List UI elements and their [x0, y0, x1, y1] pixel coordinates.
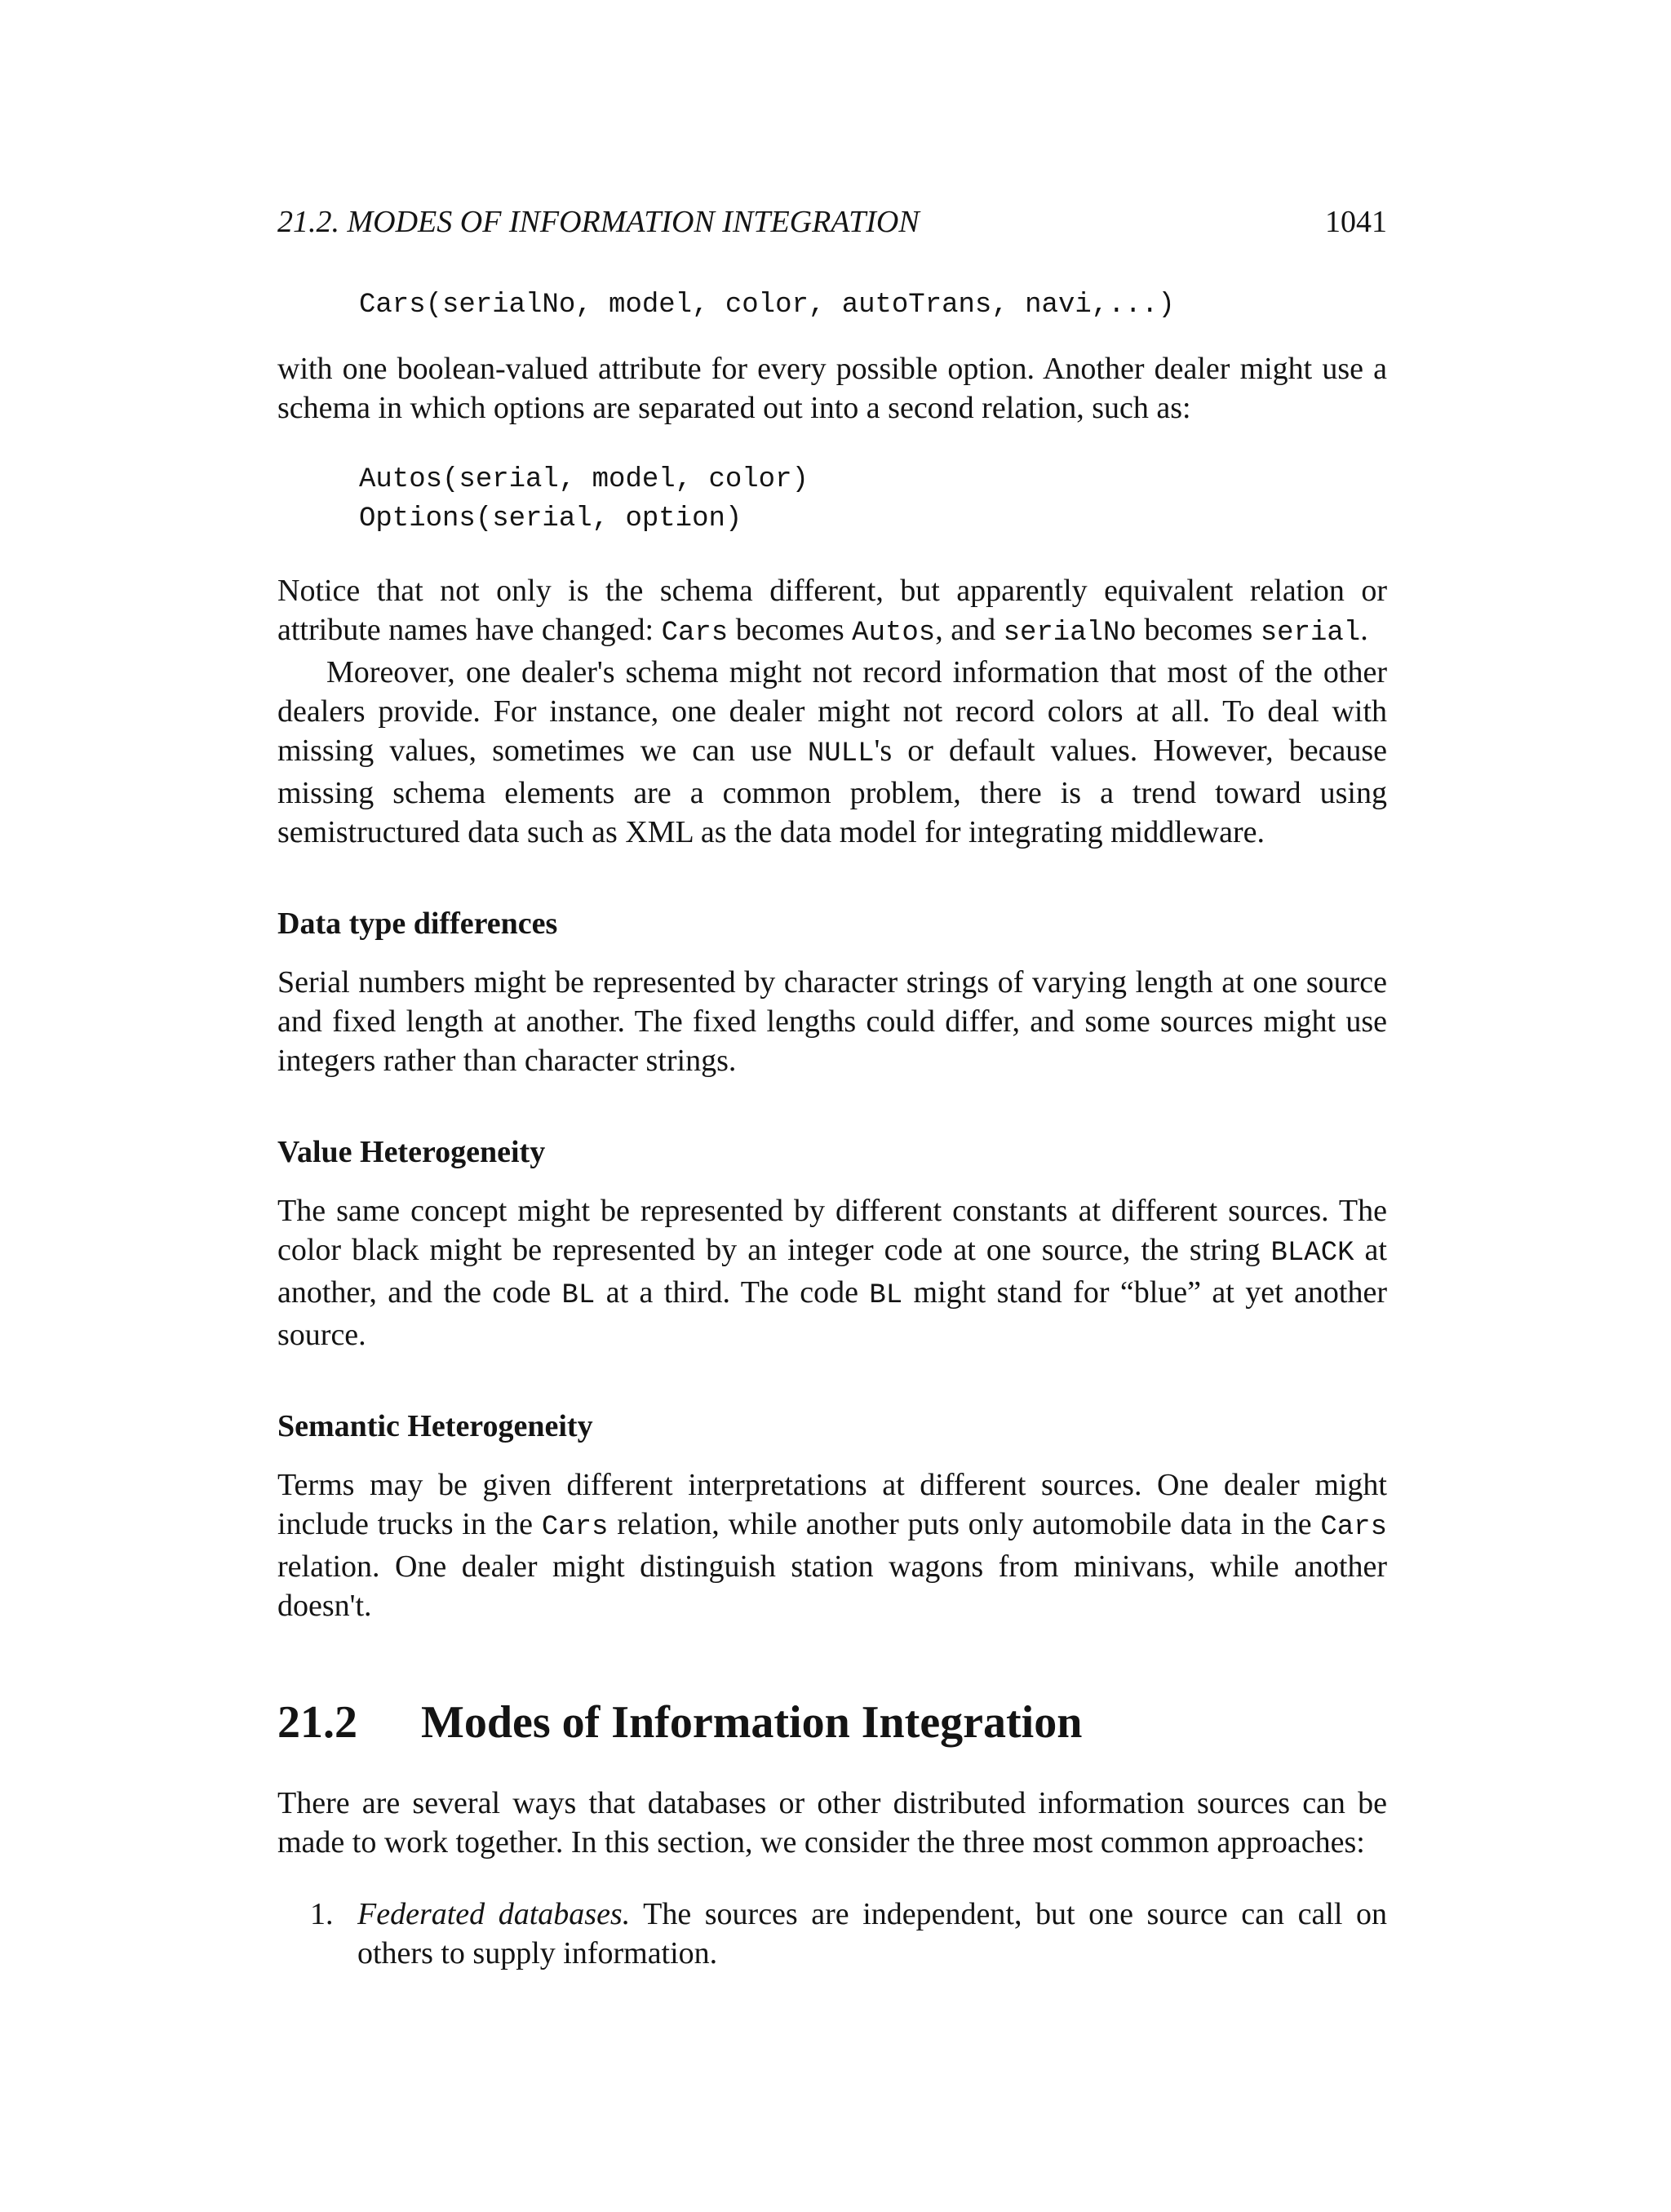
list-item-number: 1.: [310, 1897, 334, 1931]
heading-semantic-heterogeneity: Semantic Heterogeneity: [277, 1409, 593, 1443]
section-heading-modes: [277, 1694, 1387, 1751]
running-header: [277, 204, 1387, 250]
paragraph-missing-values: Moreover, one dealer's schema might not record information that most of the other dealers provide. For instance, one dealer might not record colors at all. To deal with missing values, sometimes we can use NULL's or default values. However, because missing schema elements are a common problem, there is a trend toward using semistructured data such as XML as the data model for integrating middleware.: [277, 655, 1388, 849]
paragraph-semantic-heterogeneity: Terms may be given different interpretations at different sources. One dealer might include trucks in the Cars relation, while another puts only automobile data in the Cars relation. One dealer might distinguish station wagons from minivans, while another doesn't.: [277, 1468, 1387, 1623]
section-number: 21.2: [277, 1697, 357, 1748]
options-schema-line: Options(serial, option): [359, 503, 742, 534]
paragraph-value-heterogeneity: The same concept might be represented by different constants at different sources. The color black might be represented by an integer code at one source, the string BLACK at another, and the code BL at a third. The code BL might stand for “blue” at yet another source.: [277, 1194, 1387, 1352]
code-serial: serial: [1260, 618, 1361, 649]
list-item: [277, 1895, 1387, 1973]
heading-value-heterogeneity: Value Heterogeneity: [277, 1135, 546, 1169]
paragraph-options-intro: with one boolean-valued attribute for every possible option. Another dealer might use a schema in which options are separated out into a second relation, such as:: [277, 352, 1387, 425]
list-item-text: The sources are independent, but one source can call on others to supply information.: [357, 1897, 1388, 1970]
page: [277, 204, 1387, 1973]
paragraph-modes-intro: There are several ways that databases or other distributed information sources can be made to work together. In this section, we consider the three most common approaches:: [277, 1786, 1387, 1860]
code-autos: Autos: [852, 618, 936, 649]
list-item-term: Federated databases.: [357, 1897, 631, 1931]
approaches-list: [277, 1895, 1387, 1973]
code-bl: BL: [869, 1280, 903, 1311]
autos-schema-line: Autos(serial, model, color): [359, 464, 809, 495]
paragraph-data-type-differences: Serial numbers might be represented by character strings of varying length at one source and fixed length at another. The fixed lengths could differ, and some sources might use integers rather than character strings.: [277, 965, 1387, 1078]
cars-schema-line: Cars(serialNo, model, color, autoTrans, navi,...): [359, 290, 1175, 321]
code-cars: Cars: [541, 1512, 609, 1543]
code-bl: BL: [561, 1280, 596, 1311]
page-number: 1041: [1325, 205, 1387, 239]
code-cars: Cars: [1320, 1512, 1387, 1543]
autos-options-schema: [359, 460, 1387, 539]
heading-data-type-differences: Data type differences: [277, 907, 558, 941]
running-title: 21.2. MODES OF INFORMATION INTEGRATION: [277, 205, 920, 239]
cars-schema: [359, 286, 1387, 325]
section-title: Modes of Information Integration: [421, 1697, 1083, 1748]
paragraph-schema-differences: Notice that not only is the schema different, but apparently equivalent relation or attribute names have changed: Cars becomes Autos, and serialNo becomes serial.: [277, 574, 1387, 649]
code-black: BLACK: [1270, 1238, 1354, 1269]
code-cars: Cars: [661, 618, 729, 649]
code-null: NULL: [807, 738, 875, 769]
code-serialno: serialNo: [1003, 618, 1137, 649]
